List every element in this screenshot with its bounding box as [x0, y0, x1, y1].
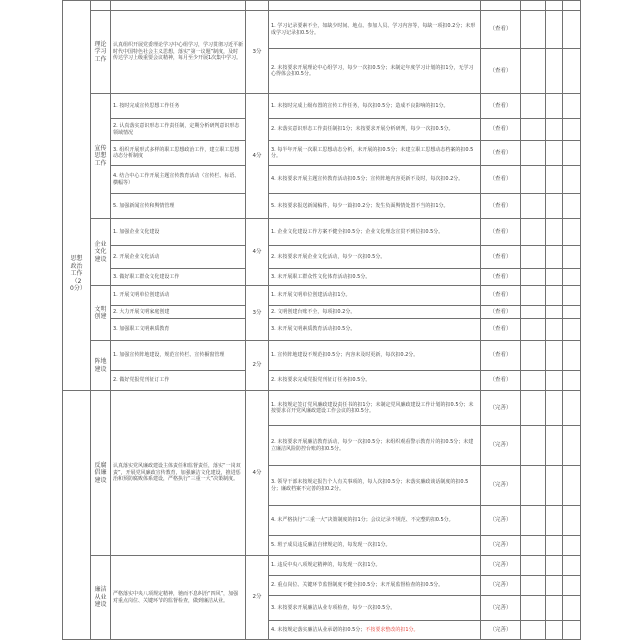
- criteria-text: 2. 文明创建台账不全，每项扣0.2分。: [271, 308, 356, 315]
- category-label: 理论学习工作: [94, 40, 107, 63]
- blank-cell: [545, 318, 563, 341]
- method-text: （完善）: [489, 626, 512, 633]
- category-cell: [90, 340, 111, 391]
- blank-cell: [520, 193, 546, 219]
- blank-cell: [520, 218, 546, 246]
- blank-cell: [545, 340, 563, 371]
- blank-cell: [545, 165, 563, 194]
- category-label: 阵地建设: [94, 358, 107, 373]
- blank-cell: [520, 285, 546, 306]
- criteria-text: [269, 627, 480, 634]
- blank-cell: [520, 535, 546, 556]
- blank-cell: [520, 48, 546, 94]
- method-text: （完善）: [489, 404, 512, 411]
- requirement-text: 3. 做好职工群众文化建设工作: [113, 273, 180, 280]
- requirement-cell: [110, 10, 246, 94]
- criteria-cell: [268, 140, 481, 166]
- blank-cell: [520, 318, 546, 341]
- blank-cell: [545, 390, 563, 426]
- method-text: （查看）: [489, 149, 512, 156]
- criteria-cell: [268, 305, 481, 319]
- method-text: （查看）: [489, 176, 512, 183]
- blank-cell: [562, 555, 581, 576]
- requirement-cell: [110, 165, 246, 194]
- blank-cell: [520, 165, 546, 194]
- blank-cell: [562, 505, 581, 536]
- criteria-text: 3. 未按要求开展廉洁从业专项检查，每少一次扣0.5分。: [271, 604, 396, 611]
- requirement-cell: [110, 218, 246, 246]
- requirement-cell: [110, 370, 246, 391]
- category-cell: [90, 218, 111, 286]
- method-cell: [480, 505, 521, 536]
- criteria-text: 2. 重点岗位、关键环节监督制度不健全扣0.5分；未开展监督检查的扣0.5分。: [271, 582, 444, 589]
- blank-cell: [545, 535, 563, 556]
- criteria-cell: [268, 193, 481, 219]
- requirement-text: 2. 大力开展文明家庭创建: [113, 308, 170, 315]
- blank-cell: [520, 465, 546, 506]
- requirement-cell: [110, 555, 246, 640]
- criteria-text: 3. 未开展职工群众性文化体育活动扣0.5分。: [271, 273, 371, 280]
- blank-cell: [545, 465, 563, 506]
- method-text: （完善）: [489, 604, 512, 611]
- method-cell: [480, 285, 521, 306]
- method-cell: [480, 305, 521, 319]
- blank-cell: [562, 48, 581, 94]
- criteria-cell: [268, 340, 481, 371]
- criteria-text: 4. 未严格执行“三重一大”决策制度的扣1分；会议记录不规范、不完整的扣0.5分。: [271, 517, 454, 524]
- score-value: 4分: [252, 469, 262, 476]
- method-text: （查看）: [489, 67, 512, 74]
- blank-cell: [520, 10, 546, 49]
- requirement-text: 1. 按时完成宣传思想工作任务: [113, 102, 180, 109]
- blank-cell: [520, 425, 546, 466]
- criteria-text: 1. 未按时完成上级布置的宣传工作任务，每次扣0.5分；造成不良影响的扣1分。: [271, 102, 449, 109]
- blank-cell: [562, 575, 581, 596]
- category-label: 反腐倡廉建设: [94, 461, 107, 484]
- method-text: （查看）: [489, 26, 512, 33]
- criteria-text: 3. 未开展文明素质教育活动扣0.5分。: [271, 326, 356, 333]
- blank-cell: [562, 285, 581, 306]
- method-cell: [480, 595, 521, 621]
- blank-cell: [520, 245, 546, 269]
- criteria-text: 4. 未按要求开展主题宣传教育活动扣0.5分；宣传阵地内容更新不及时，每次扣0.2分。: [271, 176, 464, 183]
- blank-cell: [520, 390, 546, 426]
- method-text: （完善）: [489, 442, 512, 449]
- criteria-cell: [268, 555, 481, 576]
- blank-cell: [520, 305, 546, 319]
- method-text: （查看）: [489, 352, 512, 359]
- blank-cell: [562, 268, 581, 286]
- blank-cell: [545, 555, 563, 576]
- blank-cell: [562, 340, 581, 371]
- blank-cell: [545, 268, 563, 286]
- method-cell: [480, 193, 521, 219]
- requirement-cell: [110, 340, 246, 371]
- category-cell: [90, 285, 111, 341]
- score-value: 2分: [252, 594, 262, 601]
- method-cell: [480, 535, 521, 556]
- score-value: 2分: [252, 362, 262, 369]
- blank-cell: [545, 505, 563, 536]
- criteria-text: 1. 违反中央八项规定精神的，每发现一次扣1分。: [271, 562, 381, 569]
- criteria-text: 1. 宣传阵地建设不规范扣0.5分；内容未及时更新，每次扣0.2分。: [271, 352, 419, 359]
- blank-cell: [545, 193, 563, 219]
- method-cell: [480, 140, 521, 166]
- category-cell: [90, 10, 111, 94]
- requirement-text: 2. 开展企业文化活动: [113, 253, 160, 260]
- blank-cell: [562, 93, 581, 119]
- blank-cell: [562, 595, 581, 621]
- requirement-cell: [110, 318, 246, 341]
- category-label: 文明创建: [94, 305, 107, 320]
- criteria-cell: [268, 218, 481, 246]
- blank-cell: [562, 245, 581, 269]
- criteria-cell: [268, 318, 481, 341]
- method-cell: [480, 118, 521, 141]
- requirement-cell: [110, 193, 246, 219]
- criteria-text: 5. 班子成员违反廉洁自律规定的，每发现一次扣1分。: [271, 542, 391, 549]
- requirement-text: 1. 开展文明单位创建活动: [113, 292, 170, 299]
- score-cell: [245, 340, 269, 391]
- method-cell: [480, 165, 521, 194]
- requirement-cell: [110, 93, 246, 119]
- method-cell: [480, 93, 521, 119]
- score-value: 3分: [252, 48, 262, 55]
- requirement-text: 4. 结合中心工作开展主题宣传教育活动（宣传栏、标语、横幅等）: [113, 173, 240, 186]
- method-cell: [480, 10, 521, 49]
- requirement-text: 认真组织开展党委理论学习中心组学习，学习贯彻习近平新时代中国特色社会主义思想，落实“第一议题”制度，及时传达学习上级重要会议精神，每月至少开展1次集中学习。: [113, 42, 244, 62]
- blank-cell: [562, 535, 581, 556]
- method-text: （查看）: [489, 292, 512, 299]
- requirement-cell: [110, 390, 246, 556]
- requirement-text: 认真落实党风廉政建设主体责任和监督责任，落实“一岗双责”，开展党风廉政宣传教育，加强廉洁文化建设，推进惩治和预防腐败体系建设，严格执行“三重一大”决策制度。: [113, 463, 241, 483]
- criteria-text: 1. 学习记录要素不全，如缺少时间、地点、参加人员、学习内容等，每缺一项扣0.2分；未形成学习记录扣0.5分。: [271, 23, 476, 36]
- method-cell: [480, 268, 521, 286]
- method-cell: [480, 425, 521, 466]
- method-cell: [480, 575, 521, 596]
- score-cell: [245, 555, 269, 640]
- criteria-cell: [268, 425, 481, 466]
- blank-cell: [562, 118, 581, 141]
- criteria-cell: [268, 620, 481, 640]
- criteria-cell: [268, 48, 481, 94]
- criteria-cell: [268, 535, 481, 556]
- score-cell: [245, 93, 269, 219]
- blank-cell: [562, 218, 581, 246]
- blank-cell: [545, 370, 563, 391]
- criteria-text: 1. 未按规定签订党风廉政建设责任书的扣1分；未制定党风廉政建设工作计划的扣0.5分；未按要求召开党风廉政建设工作会议的扣0.5分。: [271, 401, 474, 414]
- criteria-cell: [268, 268, 481, 286]
- score-value: 4分: [252, 248, 262, 255]
- requirement-cell: [110, 305, 246, 319]
- method-cell: [480, 48, 521, 94]
- method-text: （查看）: [489, 126, 512, 133]
- blank-cell: [562, 620, 581, 640]
- method-cell: [480, 370, 521, 391]
- blank-cell: [545, 48, 563, 94]
- requirement-cell: [110, 245, 246, 269]
- section-cell: [62, 0, 91, 391]
- criteria-text: 1. 未开展文明单位创建活动扣1分。: [271, 292, 351, 299]
- criteria-main: 4. 未按规定落实廉洁从业承诺的扣0.5分；: [271, 626, 366, 633]
- blank-cell: [520, 620, 546, 640]
- blank-cell: [520, 340, 546, 371]
- criteria-text: 5. 未按要求报送新闻稿件，每少一篇扣0.2分；发生负面舆情处置不当的扣1分。: [271, 202, 449, 209]
- blank-cell: [520, 140, 546, 166]
- criteria-cell: [268, 575, 481, 596]
- blank-cell: [545, 575, 563, 596]
- category-label: 廉洁从业建设: [94, 586, 107, 609]
- requirement-text: 3. 组织开展形式多样的职工思想政治工作，建立职工思想动态分析制度: [113, 146, 240, 159]
- requirement-text: 2. 认真落实意识形态工作责任制，定期分析研判意识形态领域情况: [113, 123, 240, 136]
- blank-cell: [562, 10, 581, 49]
- requirement-text: 3. 加强职工文明素质教育: [113, 326, 170, 333]
- criteria-text: 2. 未按要求开展理论中心组学习，每少一次扣0.5分；未制定年度学习计划的扣1分，无学习心得体会扣0.5分。: [271, 64, 474, 77]
- criteria-cell: [268, 165, 481, 194]
- method-text: （查看）: [489, 228, 512, 235]
- criteria-cell: [268, 595, 481, 621]
- blank-cell: [520, 370, 546, 391]
- criteria-text: 3. 领导干部未按规定报告个人有关事项的，每人次扣0.5分；未落实廉政谈话制度的扣0.5分；廉政档案不完善的扣0.2分。: [271, 479, 469, 492]
- blank-cell: [545, 93, 563, 119]
- blank-cell: [520, 595, 546, 621]
- blank-cell: [545, 620, 563, 640]
- method-cell: [480, 340, 521, 371]
- requirement-text: 严格落实中央八项规定精神，驰而不息纠治“四风”，加强对重点岗位、关键环节的监督检查，做到廉洁从业。: [113, 591, 239, 604]
- method-text: （查看）: [489, 102, 512, 109]
- score-value: 3分: [252, 309, 262, 316]
- blank-cell: [562, 193, 581, 219]
- method-text: （查看）: [489, 326, 512, 333]
- criteria-cell: [268, 118, 481, 141]
- score-cell: [245, 285, 269, 341]
- method-cell: [480, 465, 521, 506]
- blank-cell: [520, 118, 546, 141]
- criteria-text: 1. 企业文化建设工作方案不健全扣0.5分；企业文化理念宣贯不到位扣0.5分。: [271, 228, 444, 235]
- blank-cell: [562, 425, 581, 466]
- requirement-cell: [110, 268, 246, 286]
- criteria-cell: [268, 505, 481, 536]
- method-text: （查看）: [489, 202, 512, 209]
- requirement-text: 5. 加强新闻宣传和舆情管理: [113, 202, 175, 209]
- score-cell: [245, 390, 269, 556]
- blank-cell: [520, 575, 546, 596]
- section-label: 思想政治工作（20分）: [70, 255, 86, 292]
- method-text: （完善）: [489, 582, 512, 589]
- method-text: （查看）: [489, 253, 512, 260]
- score-cell: [245, 10, 269, 94]
- blank-cell: [562, 390, 581, 426]
- method-text: （完善）: [489, 562, 512, 569]
- blank-cell: [545, 118, 563, 141]
- method-text: （完善）: [489, 517, 512, 524]
- blank-cell: [520, 505, 546, 536]
- blank-cell: [545, 218, 563, 246]
- criteria-text: 2. 未按要求完成党报党刊征订任务扣0.5分。: [271, 377, 371, 384]
- blank-cell: [545, 595, 563, 621]
- requirement-cell: [110, 140, 246, 166]
- blank-cell: [562, 140, 581, 166]
- category-label: 宣传思想工作: [94, 144, 107, 167]
- criteria-text: 2. 未按要求开展廉洁教育活动，每少一次扣0.5分；未组织观看警示教育片的扣0.5分；未建立廉洁风险防控台账的扣0.5分。: [271, 439, 474, 452]
- criteria-text: 2. 未按要求开展企业文化活动，每少一次扣0.5分。: [271, 253, 386, 260]
- blank-cell: [545, 425, 563, 466]
- method-cell: [480, 390, 521, 426]
- blank-cell: [562, 465, 581, 506]
- blank-cell: [545, 305, 563, 319]
- requirement-text: 1. 加强宣传阵地建设，规范宣传栏、宣传橱窗管理: [113, 352, 225, 359]
- blank-cell: [562, 305, 581, 319]
- requirement-cell: [110, 285, 246, 306]
- requirement-cell: [110, 118, 246, 141]
- requirement-text: 2. 做好党报党刊征订工作: [113, 377, 170, 384]
- blank-cell: [545, 140, 563, 166]
- method-text: （完善）: [489, 542, 512, 549]
- criteria-cell: [268, 370, 481, 391]
- criteria-text: 3. 每半年开展一次职工思想动态分析，未开展的扣0.5分；未建立职工思想动态档案的扣0.5分。: [271, 146, 474, 159]
- blank-cell: [520, 93, 546, 119]
- blank-cell: [562, 165, 581, 194]
- requirement-text: 1. 加强企业文化建设: [113, 228, 160, 235]
- category-cell: [90, 555, 111, 640]
- blank-cell: [562, 370, 581, 391]
- criteria-cell: [268, 93, 481, 119]
- method-cell: [480, 620, 521, 640]
- criteria-cell: [268, 465, 481, 506]
- category-cell: [90, 390, 111, 556]
- blank-cell: [545, 245, 563, 269]
- criteria-cell: [268, 10, 481, 49]
- blank-cell: [520, 268, 546, 286]
- method-cell: [480, 218, 521, 246]
- section-cell: [62, 390, 91, 640]
- score-cell: [245, 218, 269, 286]
- category-label: 企业文化建设: [94, 240, 107, 263]
- method-text: （查看）: [489, 308, 512, 315]
- method-cell: [480, 555, 521, 576]
- category-cell: [90, 93, 111, 219]
- criteria-text: 2. 未落实意识形态工作责任制扣1分；未按要求开展分析研判，每少一次扣0.5分。: [271, 126, 454, 133]
- blank-cell: [545, 10, 563, 49]
- criteria-note: 不按要求整改的扣1分。: [365, 626, 419, 633]
- score-value: 4分: [252, 152, 262, 159]
- method-text: （查看）: [489, 377, 512, 384]
- method-cell: [480, 245, 521, 269]
- method-cell: [480, 318, 521, 341]
- criteria-cell: [268, 390, 481, 426]
- blank-cell: [562, 318, 581, 341]
- blank-cell: [520, 555, 546, 576]
- method-text: （查看）: [489, 273, 512, 280]
- method-text: （完善）: [489, 482, 512, 489]
- criteria-cell: [268, 245, 481, 269]
- blank-cell: [545, 285, 563, 306]
- criteria-cell: [268, 285, 481, 306]
